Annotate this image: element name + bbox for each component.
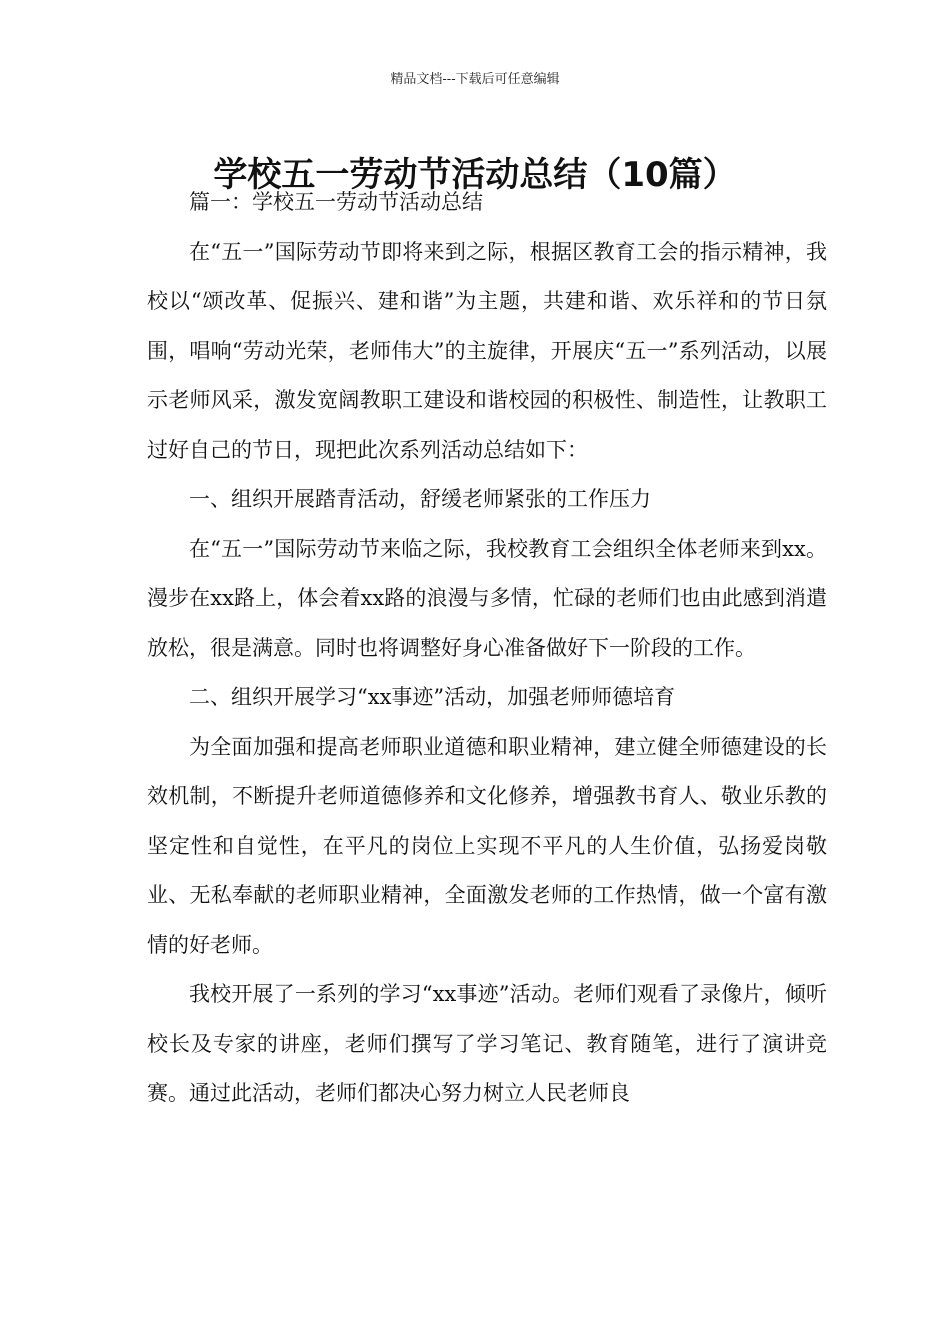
document-body [147,178,827,1119]
paragraph-ethics: 为全面加强和提高老师职业道德和职业精神，建立健全师德建设的长效机制，不断提升老师道德修养和文化修养，增强教书育人、敬业乐教的坚定性和自觉性，在平凡的岗位上实现不平凡的人生价值，弘扬爱岗敬业、无私奉献的老师职业精神，全面激发老师的工作热情，做一个富有激情的好老师。 [147,734,827,957]
paragraph-outing: 在“五一”国际劳动节来临之际，我校教育工会组织全体老师来到xx。漫步在xx路上，体会着xx路的浪漫与多情，忙碌的老师们也由此感到消遣放松，很是满意。同时也将调整好身心准备做好下一阶段的工作。 [147,536,827,660]
paragraph-activities: 我校开展了一系列的学习“xx事迹”活动。老师们观看了录像片，倾听校长及专家的讲座，老师们撰写了学习笔记、教育随笔，进行了演讲竞赛。通过此活动，老师们都决心努力树立人民老师良 [147,982,827,1105]
section-heading-part-one: 篇一：学校五一劳动节活动总结 [189,190,483,214]
paragraph-intro: 在“五一”国际劳动节即将来到之际，根据区教育工会的指示精神，我校以“颂改革、促振兴、建和谐”为主题，共建和谐、欢乐祥和的节日氛围，唱响“劳动光荣，老师伟大”的主旋律，开展庆“五一”系列活动，以展示老师风采，激发宽阔教职工建设和谐校园的积极性、制造性，让教职工过好自己的节日，现把此次系列活动总结如下： [147,239,827,462]
section-heading-2: 二、组织开展学习“xx事迹”活动，加强老师师德培育 [189,685,676,709]
page-header-note: 精品文档---下载后可任意编辑 [390,72,560,87]
section-heading-1: 一、组织开展踏青活动，舒缓老师紧张的工作压力 [189,487,651,511]
document-title: 学校五一劳动节活动总结（10篇） [213,154,737,195]
